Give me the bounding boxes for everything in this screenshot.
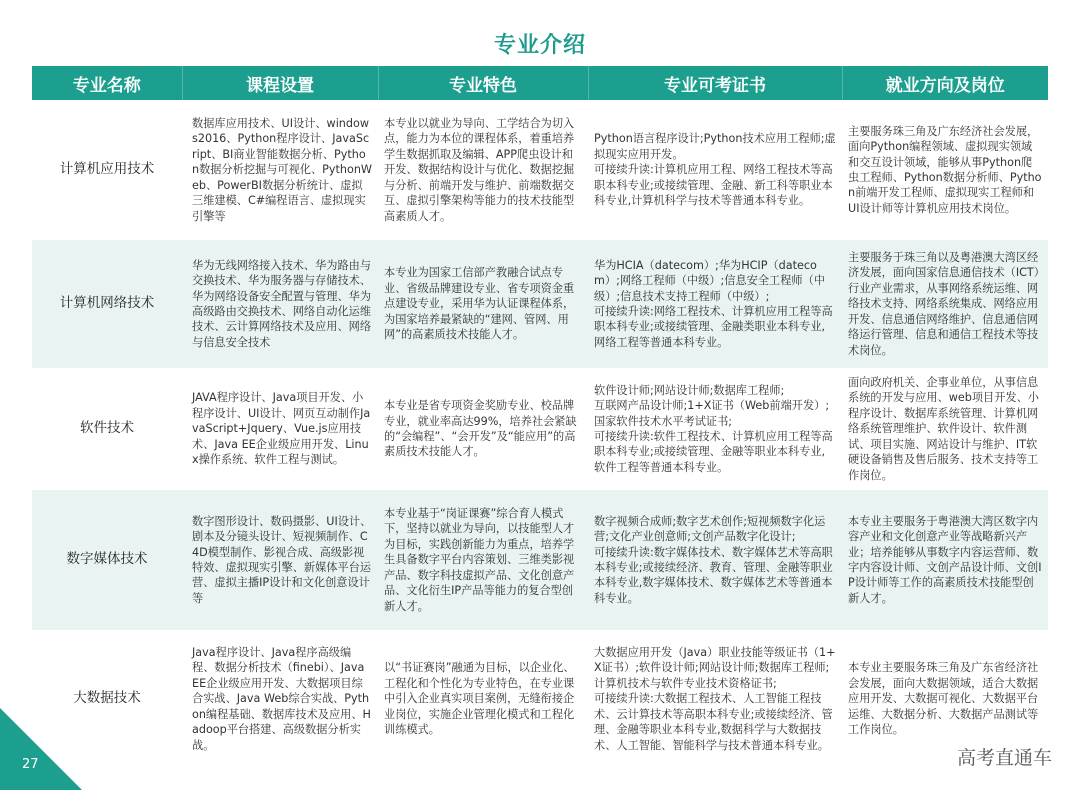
courses-cell: 华为无线网络接入技术、华为路由与交换技术、华为服务器与存储技术、华为网络设备安全配置与管理、华为高级路由交换技术、网络自动化运维技术、云计算网络技术及应用、网络与信息安全技术 [182, 240, 378, 368]
table-row [32, 100, 1048, 240]
table-header-row [32, 66, 1048, 100]
features-cell: 本专业是省专项资金奖励专业、校品牌专业，就业率高达99%，培养社会紧缺的“会编程”、“会开发”及“能应用”的高素质技术技能人才。 [378, 368, 588, 490]
column-header-courses: 课程设置 [182, 66, 378, 100]
features-cell: 本专业为国家工信部产教融合试点专业、省级品牌建设专业、省专项资金重点建设专业，采用华为认证课程体系，为国家培养最紧缺的“建网、管网、用网”的高素质技术技能人才。 [378, 240, 588, 368]
employment-cell: 主要服务于珠三角以及粤港澳大湾区经济发展，面向国家信息通信技术（ICT）行业产业需求，从事网络系统运维、网络技术支持、网络系统集成、网络应用开发、信息通信网络维护、信息通信网络运行管理、信息和通信工程技术等技术岗位。 [842, 240, 1048, 368]
column-header-employment: 就业方向及岗位 [842, 66, 1048, 100]
watermark-text: 高考直通车 [956, 747, 1052, 769]
courses-cell: 数字图形设计、数码摄影、UI设计、剧本及分镜头设计、短视频制作、C4D模型制作、影视合成、高级影视特效、虚拟现实引擎、新媒体平台运营、虚拟主播IP设计和文化创意设计等 [182, 490, 378, 630]
employment-cell: 本专业主要服务珠三角及广东省经济社会发展，面向大数据领域，适合大数据应用开发、大数据可视化、大数据平台运维、大数据分析、大数据产品测试等工作岗位。 [842, 630, 1048, 768]
features-cell: 以“书证赛岗”融通为目标，以企业化、工程化和个性化为专业特色，在专业课中引入企业真实项目案例，无缝衔接企业岗位，实施企业管理化模式和工程化训练模式。 [378, 630, 588, 768]
courses-cell: JAVA程序设计、Java项目开发、小程序设计、UI设计、网页互动制作JavaScript+Jquery、Vue.js应用技术、Java EE企业级应用开发、Linux操作系统、软件工程与测试。 [182, 368, 378, 490]
certificates-cell: 软件设计师;网站设计师;数据库工程师; 互联网产品设计师;1+X证书（Web前端开发）;国家软件技术水平考试证书; 可接续升读:软件工程技术、计算机应用工程等高职本科专业;或接续管理、金融等职业本科专业,软件工程等普通本科专业。 [588, 368, 842, 490]
certificates-cell: 数字视频合成师;数字艺术创作;短视频数字化运营;文化产业创意师;文创产品数字化设计; 可接续升读:数字媒体技术、数字媒体艺术等高职本科专业;或接续经济、教育、管理、金融等职业本科专业,数字媒体技术、数字媒体艺术等普通本科专业。 [588, 490, 842, 630]
courses-cell: Java程序设计、Java程序高级编程、数据分析技术（finebi）、Java EE企业级应用开发、大数据项目综合实战、Java Web综合实战、Python编程基础、数据库技术及应用、Hadoop平台搭建、高级数据分析实战。 [182, 630, 378, 768]
employment-cell: 面向政府机关、企事业单位，从事信息系统的开发与应用、web项目开发、小程序设计、数据库系统管理、计算机网络系统管理维护、软件设计、软件测试、项目实施、网站设计与维护、IT软硬设备销售及售后服务、技术支持等工作岗位。 [842, 368, 1048, 490]
column-header-name: 专业名称 [32, 66, 182, 100]
major-name: 大数据技术 [32, 630, 182, 768]
certificates-cell: 大数据应用开发（Java）职业技能等级证书（1+X证书）;软件设计师;网站设计师;数据库工程师;计算机技术与软件专业技术资格证书; 可接续升读:大数据工程技术、人工智能工程技术、云计算技术等高职本科专业;或接续经济、管理、金融等职业本科专业,数据科学与大数据技术、人工智能、智能科学与技术普通本科专业。 [588, 630, 842, 768]
certificates-cell: Python语言程序设计;Python技术应用工程师;虚拟现实应用开发。 可接续升读:计算机应用工程、网络工程技术等高职本科专业;或接续管理、金融、新工科等职业本科专业,计算机科学与技术等普通本科专业。 [588, 100, 842, 240]
table-row [32, 240, 1048, 368]
employment-cell: 主要服务珠三角及广东经济社会发展，面向Python编程领域、虚拟现实领域和交互设计领域，能够从事Python爬虫工程师、Python数据分析师、Python前端开发工程师、虚拟现实工程师和UI设计师等计算机应用技术岗位。 [842, 100, 1048, 240]
features-cell: 本专业基于“岗证课赛”综合育人模式下，坚持以就业为导向，以技能型人才为目标，实践创新能力为重点，培养学生具备数字平台内容策划、三维类影视产品、数字科技虚拟产品、文化创意产品、文化衍生IP产品等能力的复合型创新人才。 [378, 490, 588, 630]
corner-decoration [0, 708, 82, 790]
table-row [32, 490, 1048, 630]
column-header-certificates: 专业可考证书 [588, 66, 842, 100]
major-name: 计算机应用技术 [32, 100, 182, 240]
table-row [32, 630, 1048, 768]
majors-table [32, 66, 1048, 768]
courses-cell: 数据库应用技术、UI设计、windows2016、Python程序设计、JavaScript、BI商业智能数据分析、Python数据分析挖掘与可视化、PythonWeb、PowerBI数据分析统计、虚拟三维建模、C#编程语言、虚拟现实引擎等 [182, 100, 378, 240]
employment-cell: 本专业主要服务于粤港澳大湾区数字内容产业和文化创意产业等战略新兴产业；培养能够从事数字内容运营师、数字内容设计师、文创产品设计师、文创IP设计师等工作的高素质技术技能型创新人才。 [842, 490, 1048, 630]
page-number: 27 [22, 757, 39, 772]
page-title: 专业介绍 [493, 33, 586, 58]
features-cell: 本专业以就业为导向、工学结合为切入点，能力为本位的课程体系，着重培养学生数据抓取及编辑、APP爬虫设计和开发、数据结构设计与优化、数据挖掘与分析、前端开发与维护、前端数据交互、虚拟引擎架构等能力的技术技能型高素质人才。 [378, 100, 588, 240]
certificates-cell: 华为HCIA（datecom）;华为HCIP（datecom）;网络工程师（中级）;信息安全工程师（中级）;信息技术支持工程师（中级）; 可接续升读:网络工程技术、计算机应用工程等高职本科专业;或接续管理、金融类职业本科专业,网络工程等普通本科专业。 [588, 240, 842, 368]
major-name: 软件技术 [32, 368, 182, 490]
column-header-features: 专业特色 [378, 66, 588, 100]
table-row [32, 368, 1048, 490]
major-name: 数字媒体技术 [32, 490, 182, 630]
major-name: 计算机网络技术 [32, 240, 182, 368]
